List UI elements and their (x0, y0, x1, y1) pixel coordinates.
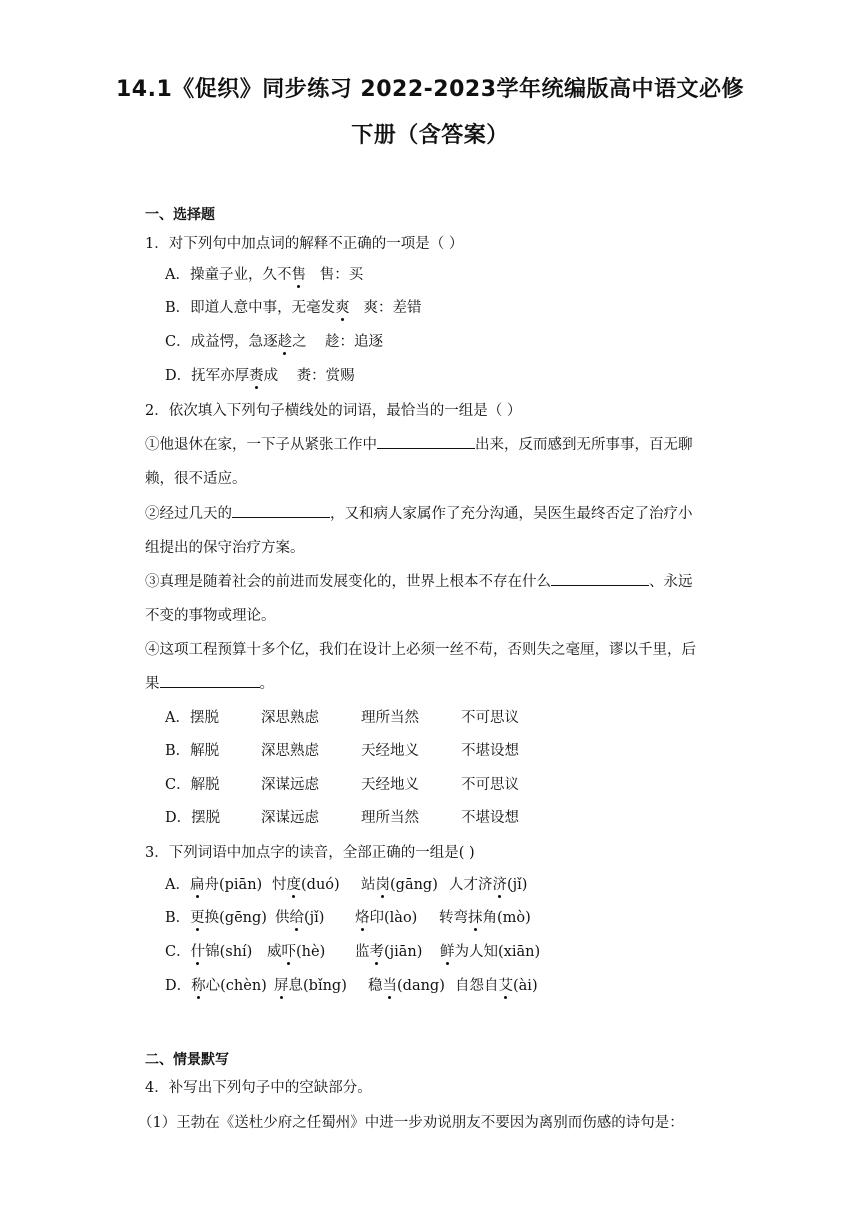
q2-sentence-1-cont: 赖，很不适应。 (145, 471, 247, 487)
question-3-stem: 3．下列词语中加点字的读音，全部正确的一组是( ) (145, 845, 475, 861)
emphasis-dot-char: 称 (191, 978, 206, 994)
document-title-line2: 下册（含答案） (351, 123, 509, 148)
q2-sentence-2: ②经过几天的 ，又和病人家属作了充分沟通，吴医生最终否定了治疗小 (145, 502, 693, 523)
emphasis-dot-char: 艾 (498, 978, 513, 994)
q1-option-d: D．抚军亦厚赉成 赉：赏赐 (165, 368, 355, 384)
q2-sentence-4: ④这项工程预算十多个亿，我们在设计上必须一丝不苟，否则失之毫厘，谬以千里，后 (145, 642, 696, 658)
emphasis-dot-char: 给 (289, 910, 304, 926)
emphasis-dot-char: 度 (286, 877, 301, 893)
fill-blank-3 (551, 570, 649, 586)
emphasis-dot-char: 售 (291, 267, 306, 283)
q1-option-c: C．成益愕，急逐趁之 趁：追逐 (165, 334, 384, 350)
emphasis-dot-char: 鲜 (440, 944, 455, 960)
q2-sentence-1: ①他退休在家，一下子从紧张工作中 出来，反而感到无所事事，百无聊 (145, 433, 693, 454)
emphasis-dot-char: 当 (382, 978, 397, 994)
q2-sentence-2-cont: 组提出的保守治疗方案。 (145, 540, 305, 556)
emphasis-dot-char: 考 (369, 944, 384, 960)
section-heading-choice: 一、选择题 (145, 207, 215, 223)
emphasis-dot-char: 屏 (274, 978, 289, 994)
fill-blank-2 (232, 502, 330, 518)
document-page: 14.1《促织》同步练习 2022-2023学年统编版高中语文必修 下册（含答案） 一、选择题 1．对下列句中加点词的解释不正确的一项是（ ） A．操童子业，久不售 售：买 B．即道人意中事，无毫发爽 爽：差错 C．成益愕，急逐趁之 趁：追逐 D．抚军亦厚赉成 赉：赏赐 2．依次填入下列句子横线处的词语，最恰当的一组是（ ） ①他退休在家，一下子从紧张工作中 出来，反而感到无所事事，百无聊 赖，很不适应。 ②经过几天的 ，又和病人家属作了充分沟通，吴医生最终否定了治疗小 组提出的保守治疗方案。 ③真理是随着社会的前进而发展变化的，世界上根本不存在什么 、永远 不变的事物或理论。 ④这项工程预算十多个亿，我们在设计上必须一丝不苟，否则失之毫厘，谬以千里，后 果 。 A．摆脱 深思熟虑 理所当然 不可思议 B．解脱 深思熟虑 天经地义 不堪设想 C．解脱 深谋远虑 天经地义 不可思议 D．摆脱 深谋远虑 理所当然 不堪设想 3．下列词语中加点字的读音，全部正确的一组是( ) A．扁舟(piān) 忖度(duó) 站岗(gāng) 人才济济(jǐ) B．更换(gēng) 供给(jǐ) 烙印(lào) 转弯抹角(mò) C．什锦(shí) 威吓(hè) 监考(jiān) 鲜为人知(xiān) D．称心(chèn) 屏息(bǐng) 稳当(dang) 自怨自艾(ài) 二、情景默写 4．补写出下列句子中的空缺部分。 （1）王勃在《送杜少府之任蜀州》中进一步劝说朋友不要因为离别而伤感的诗句是： (0, 0, 860, 1216)
fill-blank-1 (377, 433, 475, 449)
q1-option-a: A．操童子业，久不售 售：买 (165, 267, 364, 283)
q1-option-b: B．即道人意中事，无毫发爽 爽：差错 (165, 300, 422, 316)
emphasis-dot-char: 趁 (277, 334, 293, 350)
emphasis-dot-char: 扁 (189, 877, 205, 893)
q2-sentence-3-cont: 不变的事物或理论。 (145, 608, 276, 624)
question-1-stem: 1．对下列句中加点词的解释不正确的一项是（ ） (145, 236, 464, 252)
emphasis-dot-char: 更 (190, 910, 205, 926)
emphasis-dot-char: 什 (190, 944, 206, 960)
question-4-stem: 4．补写出下列句子中的空缺部分。 (145, 1080, 372, 1096)
question-2-stem: 2．依次填入下列句子横线处的词语，最恰当的一组是（ ） (145, 403, 522, 419)
emphasis-dot-char: 烙 (355, 910, 370, 926)
q2-sentence-3: ③真理是随着社会的前进而发展变化的，世界上根本不存在什么 、永远 (145, 570, 693, 591)
emphasis-dot-char: 爽 (335, 300, 350, 316)
emphasis-dot-char: 吓 (281, 944, 296, 960)
emphasis-dot-char: 赉 (249, 368, 264, 384)
document-title-line1: 14.1《促织》同步练习 2022-2023学年统编版高中语文必修 (115, 77, 745, 102)
fill-blank-4 (160, 672, 260, 688)
q2-sentence-4-cont: 果 。 (145, 672, 274, 693)
section-heading-dictation: 二、情景默写 (145, 1052, 229, 1068)
emphasis-dot-char: 济 (492, 877, 507, 893)
emphasis-dot-char: 抹 (468, 910, 483, 926)
question-4-subitem-1: （1）王勃在《送杜少府之任蜀州》中进一步劝说朋友不要因为离别而伤感的诗句是： (138, 1115, 684, 1131)
emphasis-dot-char: 岗 (375, 877, 390, 893)
